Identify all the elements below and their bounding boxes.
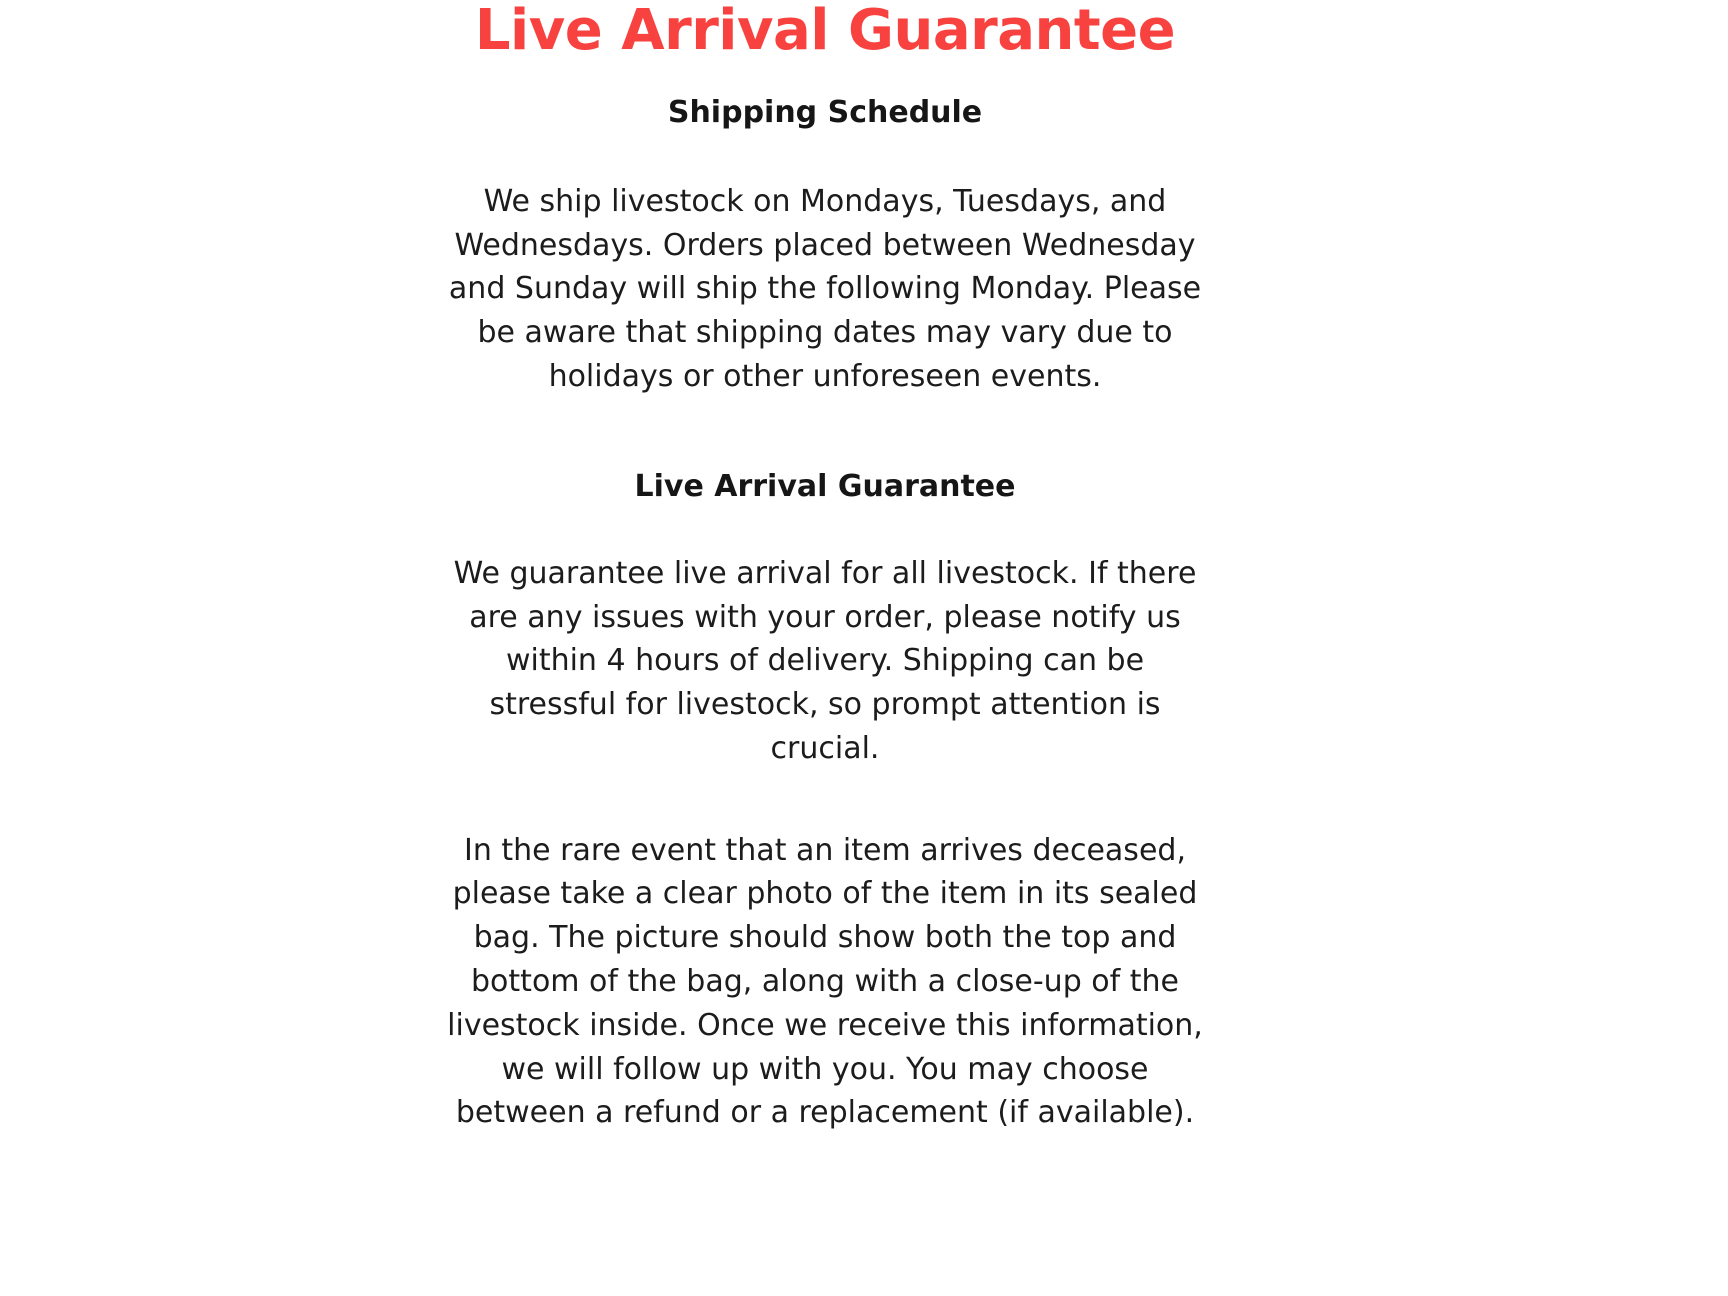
section-heading-shipping-schedule: Shipping Schedule	[667, 94, 983, 130]
paragraph-live-arrival-guarantee: We guarantee live arrival for all livestock. If there are any issues with your order, please notify us within 4 hours of delivery. Shipping can be stressful for livestock, so prompt attention is crucial.	[453, 555, 1197, 766]
page-title: Live Arrival Guarantee	[474, 0, 1176, 63]
paragraph-deceased-item-policy: In the rare event that an item arrives deceased, please take a clear photo of the item in its sealed bag. The picture should show both the top and bottom of the bag, along with a close-up of the livestock inside. Once we receive this information, we will follow up with you. You may choose between a refund or a replacement (if available).	[447, 832, 1203, 1131]
paragraph-shipping-schedule: We ship livestock on Mondays, Tuesdays, and Wednesdays. Orders placed between Wednesday and Sunday will ship the following Monday. Please be aware that shipping dates may vary due to holidays or other unforeseen events.	[448, 183, 1202, 394]
document-content	[440, 0, 1210, 1135]
section-heading-live-arrival-guarantee: Live Arrival Guarantee	[634, 468, 1016, 504]
